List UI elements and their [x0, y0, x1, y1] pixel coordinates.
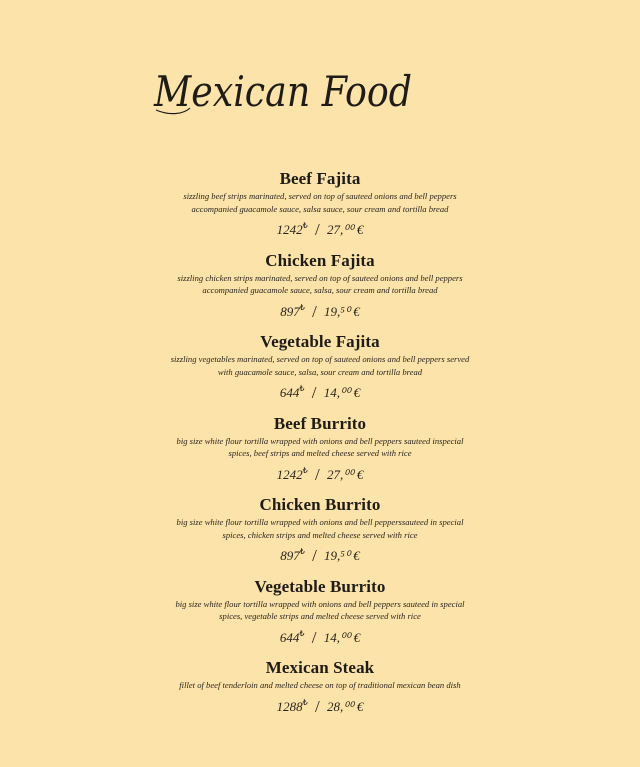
lira-icon: ₺ — [302, 697, 308, 707]
menu-item-description — [170, 272, 470, 297]
menu-item-price — [0, 461, 640, 485]
menu-item-price — [0, 693, 640, 717]
menu-item — [0, 576, 640, 658]
menu-item-name: Beef Burrito — [273, 413, 367, 433]
lira-icon: ₺ — [302, 221, 308, 230]
price-eur: 27,⁰⁰ € — [326, 466, 364, 482]
menu-item-name: Chicken Burrito — [259, 495, 381, 514]
menu-item — [0, 331, 640, 413]
menu-item-description-line: fillet of beef tenderloin and melted cheese on top of traditional mexican bean dish — [179, 680, 461, 690]
menu-item-description-line: big size white flour tortilla wrapped with onions and bell pepperssauteed in special — [176, 517, 464, 527]
page-title-text: Mexican Food — [153, 67, 412, 116]
lira-icon: ₺ — [299, 628, 305, 638]
price-separator: / — [314, 464, 320, 484]
price-local: 897 — [280, 548, 300, 563]
price-eur: 14,⁰⁰ € — [323, 629, 361, 645]
price-separator: / — [311, 383, 317, 402]
price-eur: 14,⁰⁰ € — [323, 385, 361, 400]
menu-item-description-line: spices, vegetable strips and melted cheese served with rice — [219, 611, 421, 621]
menu-item-description-line: accompanied guacamole sauce, salsa sauce, sour cream and tortilla bread — [191, 203, 449, 214]
price-local: 1242 — [276, 222, 303, 237]
price-eur: 28,⁰⁰ € — [326, 698, 364, 714]
menu-item-name: Vegetable Burrito — [254, 576, 386, 596]
menu-item-description-line: accompanied guacamole sauce, salsa, sour cream and tortilla bread — [202, 285, 438, 295]
menu-item-description-line: big size white flour tortilla wrapped with onions and bell peppers sauteed in special — [175, 598, 465, 609]
price-eur: 19,⁵⁰ € — [324, 303, 360, 319]
menu-item-description — [170, 190, 470, 215]
menu-item-name: Beef Fajita — [279, 169, 361, 188]
menu-item — [0, 657, 640, 739]
price-separator: / — [312, 301, 317, 321]
price-separator: / — [311, 627, 317, 647]
lira-icon: ₺ — [299, 384, 305, 393]
menu-item-name: Chicken Fajita — [265, 250, 375, 270]
menu-item-description-line: spices, chicken strips and melted cheese served with rice — [222, 529, 418, 540]
menu-list — [0, 168, 640, 739]
menu-item — [0, 413, 640, 495]
menu-item-description — [170, 679, 470, 692]
price-eur: 19,⁵⁰ € — [324, 548, 360, 563]
menu-item-description-line: sizzling vegetables marinated, served on top of sauteed onions and bell peppers served — [170, 354, 470, 364]
menu-item-description — [170, 435, 470, 460]
lira-icon: ₺ — [302, 465, 308, 475]
menu-item-price — [0, 298, 640, 322]
price-local: 1288 — [276, 698, 303, 714]
menu-item-description — [170, 516, 470, 541]
menu-item — [0, 168, 640, 250]
price-separator: / — [312, 546, 317, 565]
menu-item-name: Mexican Steak — [265, 658, 375, 677]
menu-item — [0, 250, 640, 332]
menu-item-description-line: big size white flour tortilla wrapped with onions and bell peppers sauteed inspecial — [176, 435, 464, 446]
menu-item-price — [0, 216, 640, 240]
menu-item-description-line: sizzling beef strips marinated, served on top of sauteed onions and bell peppers — [183, 191, 457, 201]
page-title — [150, 64, 420, 126]
price-eur: 27,⁰⁰ € — [326, 222, 364, 237]
price-local: 644 — [279, 385, 300, 400]
price-separator: / — [314, 220, 320, 239]
menu-item-description-line: spices, beef strips and melted cheese served with rice — [228, 448, 412, 458]
menu-item-description — [170, 598, 470, 623]
menu-item-description-line: sizzling chicken strips marinated, served on top of sauteed onions and bell peppers — [177, 272, 463, 283]
menu-item-description-line: with guacamole sauce, salsa, sour cream and tortilla bread — [217, 366, 423, 377]
menu-item-price — [0, 542, 640, 566]
price-local: 644 — [279, 629, 300, 645]
price-local: 897 — [280, 303, 300, 319]
lira-icon: ₺ — [299, 547, 305, 556]
menu-item-name: Vegetable Fajita — [260, 332, 380, 351]
price-local: 1242 — [276, 466, 303, 482]
lira-icon: ₺ — [299, 302, 305, 312]
menu-item-price — [0, 624, 640, 648]
menu-item-price — [0, 379, 640, 403]
price-separator: / — [314, 696, 320, 716]
menu-item — [0, 494, 640, 576]
menu-item-description — [170, 353, 470, 378]
